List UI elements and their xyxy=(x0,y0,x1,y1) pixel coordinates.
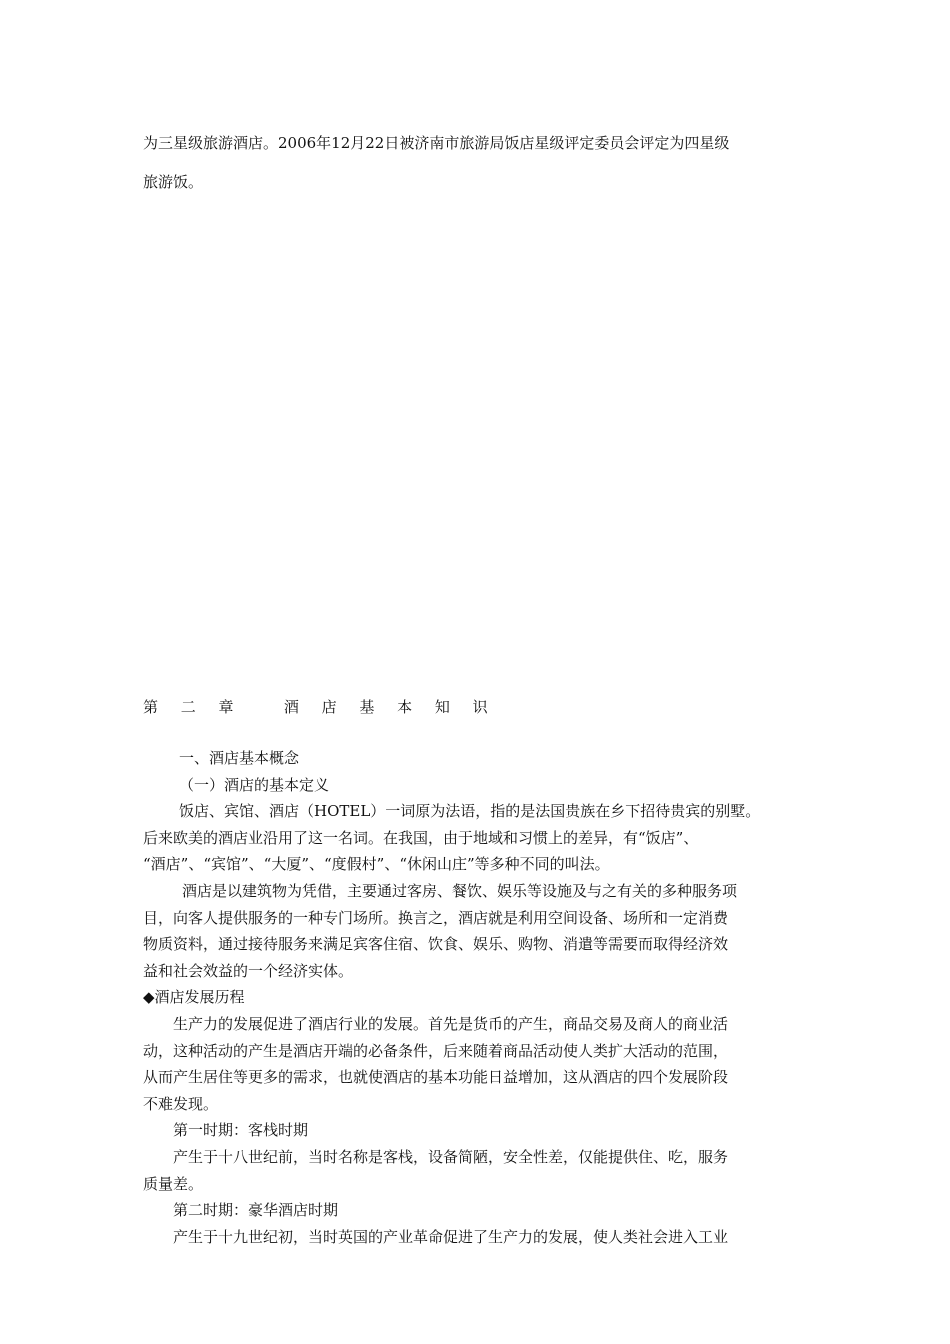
period-title: 第二时期：豪华酒店时期 xyxy=(173,1201,339,1220)
continued-paragraph xyxy=(143,124,803,202)
paragraph-line: 益和社会效益的一个经济实体。 xyxy=(143,961,354,980)
paragraph-line: 酒店是以建筑物为凭借，主要通过客房、餐饮、娱乐等设施及与之有关的多种服务项 xyxy=(182,881,738,900)
definition-paragraph xyxy=(143,798,803,878)
paragraph-line: 动，这种活动的产生是酒店开端的必备条件，后来随着商品活动使人类扩大活动的范围， xyxy=(143,1041,729,1060)
period-title: 第一时期：客栈时期 xyxy=(173,1121,309,1140)
paragraph-line: 为三星级旅游酒店。2006年12月22日被济南市旅游局饭店星级评定委员会评定为四星级 xyxy=(143,134,730,152)
subsection-heading: （一）酒店的基本定义 xyxy=(179,775,330,794)
paragraph-line: 生产力的发展促进了酒店行业的发展。首先是货币的产生，商品交易及商人的商业活 xyxy=(173,1014,729,1033)
history-heading: ◆酒店发展历程 xyxy=(143,988,245,1007)
paragraph-line: 物质资料，通过接待服务来满足宾客住宿、饮食、娱乐、购物、消遣等需要而取得经济效 xyxy=(143,935,729,954)
paragraph-line: 饭店、宾馆、酒店（HOTEL）一词原为法语，指的是法国贵族在乡下招待贵宾的别墅。 xyxy=(179,802,761,821)
paragraph-line: 后来欧美的酒店业沿用了这一名词。在我国，由于地域和习惯上的差异，有“饭店”、 xyxy=(143,828,699,847)
paragraph-line: 旅游饭。 xyxy=(143,173,204,191)
paragraph-line: 目，向客人提供服务的一种专门场所。换言之，酒店就是利用空间设备、场所和一定消费 xyxy=(143,908,729,927)
history-intro-paragraph xyxy=(143,1011,803,1117)
paragraph-line: 从而产生居住等更多的需求，也就使酒店的基本功能日益增加，这从酒店的四个发展阶段 xyxy=(143,1068,729,1087)
concept-paragraph xyxy=(143,878,803,984)
section-body xyxy=(143,745,803,1250)
chapter-title: 第 二 章 酒 店 基 本 知 识 xyxy=(143,698,497,716)
paragraph-line: 质量差。 xyxy=(143,1174,204,1193)
period-paragraph xyxy=(143,1144,803,1197)
paragraph-line: 不难发现。 xyxy=(143,1094,219,1113)
section-heading: 一、酒店基本概念 xyxy=(179,749,300,767)
paragraph-line: 产生于十八世纪前，当时名称是客栈，设备简陋，安全性差，仅能提供住、吃，服务 xyxy=(173,1147,729,1166)
paragraph-line: “酒店”、“宾馆”、“大厦”、“度假村”、“休闲山庄”等多种不同的叫法。 xyxy=(143,855,610,874)
period-paragraph xyxy=(143,1224,803,1251)
paragraph-line: 产生于十九世纪初，当时英国的产业革命促进了生产力的发展，使人类社会进入工业 xyxy=(173,1227,729,1246)
